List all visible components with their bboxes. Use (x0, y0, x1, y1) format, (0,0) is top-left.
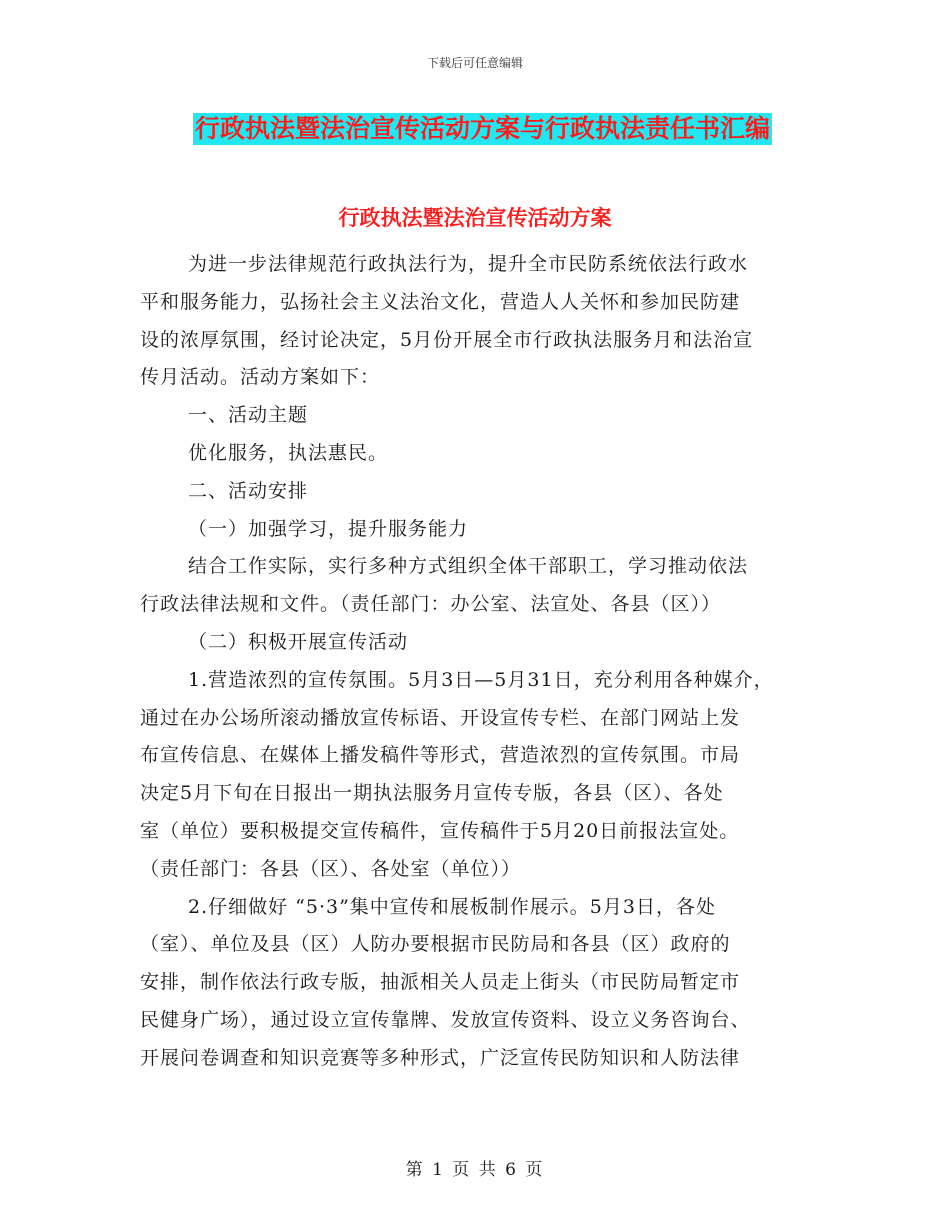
paragraph-line: 决定5月下旬在日报出一期执法服务月宣传专版，各县（区）、各处 (140, 782, 724, 805)
paragraph-line: 为进一步法律规范行政执法行为，提升全市民防系统依法行政水 (188, 253, 749, 275)
paragraph-line: 安排，制作依法行政专版，抽派相关人员走上街头（市民防局暂定市 (140, 971, 741, 994)
paragraph-line: 1.营造浓烈的宣传氛围。5月3日—5月31日，充分利用各种媒介， (188, 668, 774, 691)
paragraph-line: 2.仔细做好 “5·3”集中宣传和展板制作展示。5月3日，各处 (188, 895, 716, 918)
paragraph-line: 室（单位）要积极提交宣传稿件，宣传稿件于5月20日前报法宣处。 (140, 819, 740, 842)
paragraph-line: 开展问卷调查和知识竞赛等多种形式，广泛宣传民防知识和人防法律 (140, 1046, 741, 1069)
paragraph-line: 布宣传信息、在媒体上播发稿件等形式，营造浓烈的宣传氛围。市局 (140, 744, 741, 767)
paragraph-line: 优化服务，执法惠民。 (188, 441, 389, 464)
document-title: 行政执法暨法治宣传活动方案与行政执法责任书汇编 (195, 114, 771, 143)
section-title: 行政执法暨法治宣传活动方案 (338, 205, 612, 230)
document-body (140, 246, 840, 1078)
section-heading: 二、活动安排 (188, 479, 309, 502)
paragraph-line: 平和服务能力，弘扬社会主义法治文化，营造人人关怀和参加民防建 (140, 290, 741, 313)
paragraph-line: 传月活动。活动方案如下： (140, 366, 381, 389)
paragraph-line: （责任部门：各县（区）、各处室（单位）） (140, 857, 522, 880)
paragraph-line: 结合工作实际，实行多种方式组织全体干部职工，学习推动依法 (188, 555, 749, 578)
paragraph-line: 设的浓厚氛围，经讨论决定，5月份开展全市行政执法服务月和法治宣 (140, 328, 754, 351)
page-footer: 第 1 页 共 6 页 (405, 1160, 545, 1180)
subsection-heading: （二）积极开展宣传活动 (188, 630, 409, 653)
page-header: 下载后可任意编辑 (426, 56, 523, 70)
paragraph-line: 行政法律法规和文件。（责任部门：办公室、法宣处、各县（区）） (140, 593, 722, 616)
paragraph-line: 通过在办公场所滚动播放宣传标语、开设宣传专栏、在部门网站上发 (140, 706, 741, 729)
paragraph-line: （室）、单位及县（区）人防办要根据市民防局和各县（区）政府的 (140, 933, 731, 956)
subsection-heading: （一）加强学习，提升服务能力 (188, 517, 469, 540)
section-heading: 一、活动主题 (188, 404, 309, 427)
paragraph-line: 民健身广场），通过设立宣传靠牌、发放宣传资料、设立义务咨询台、 (140, 1008, 751, 1031)
